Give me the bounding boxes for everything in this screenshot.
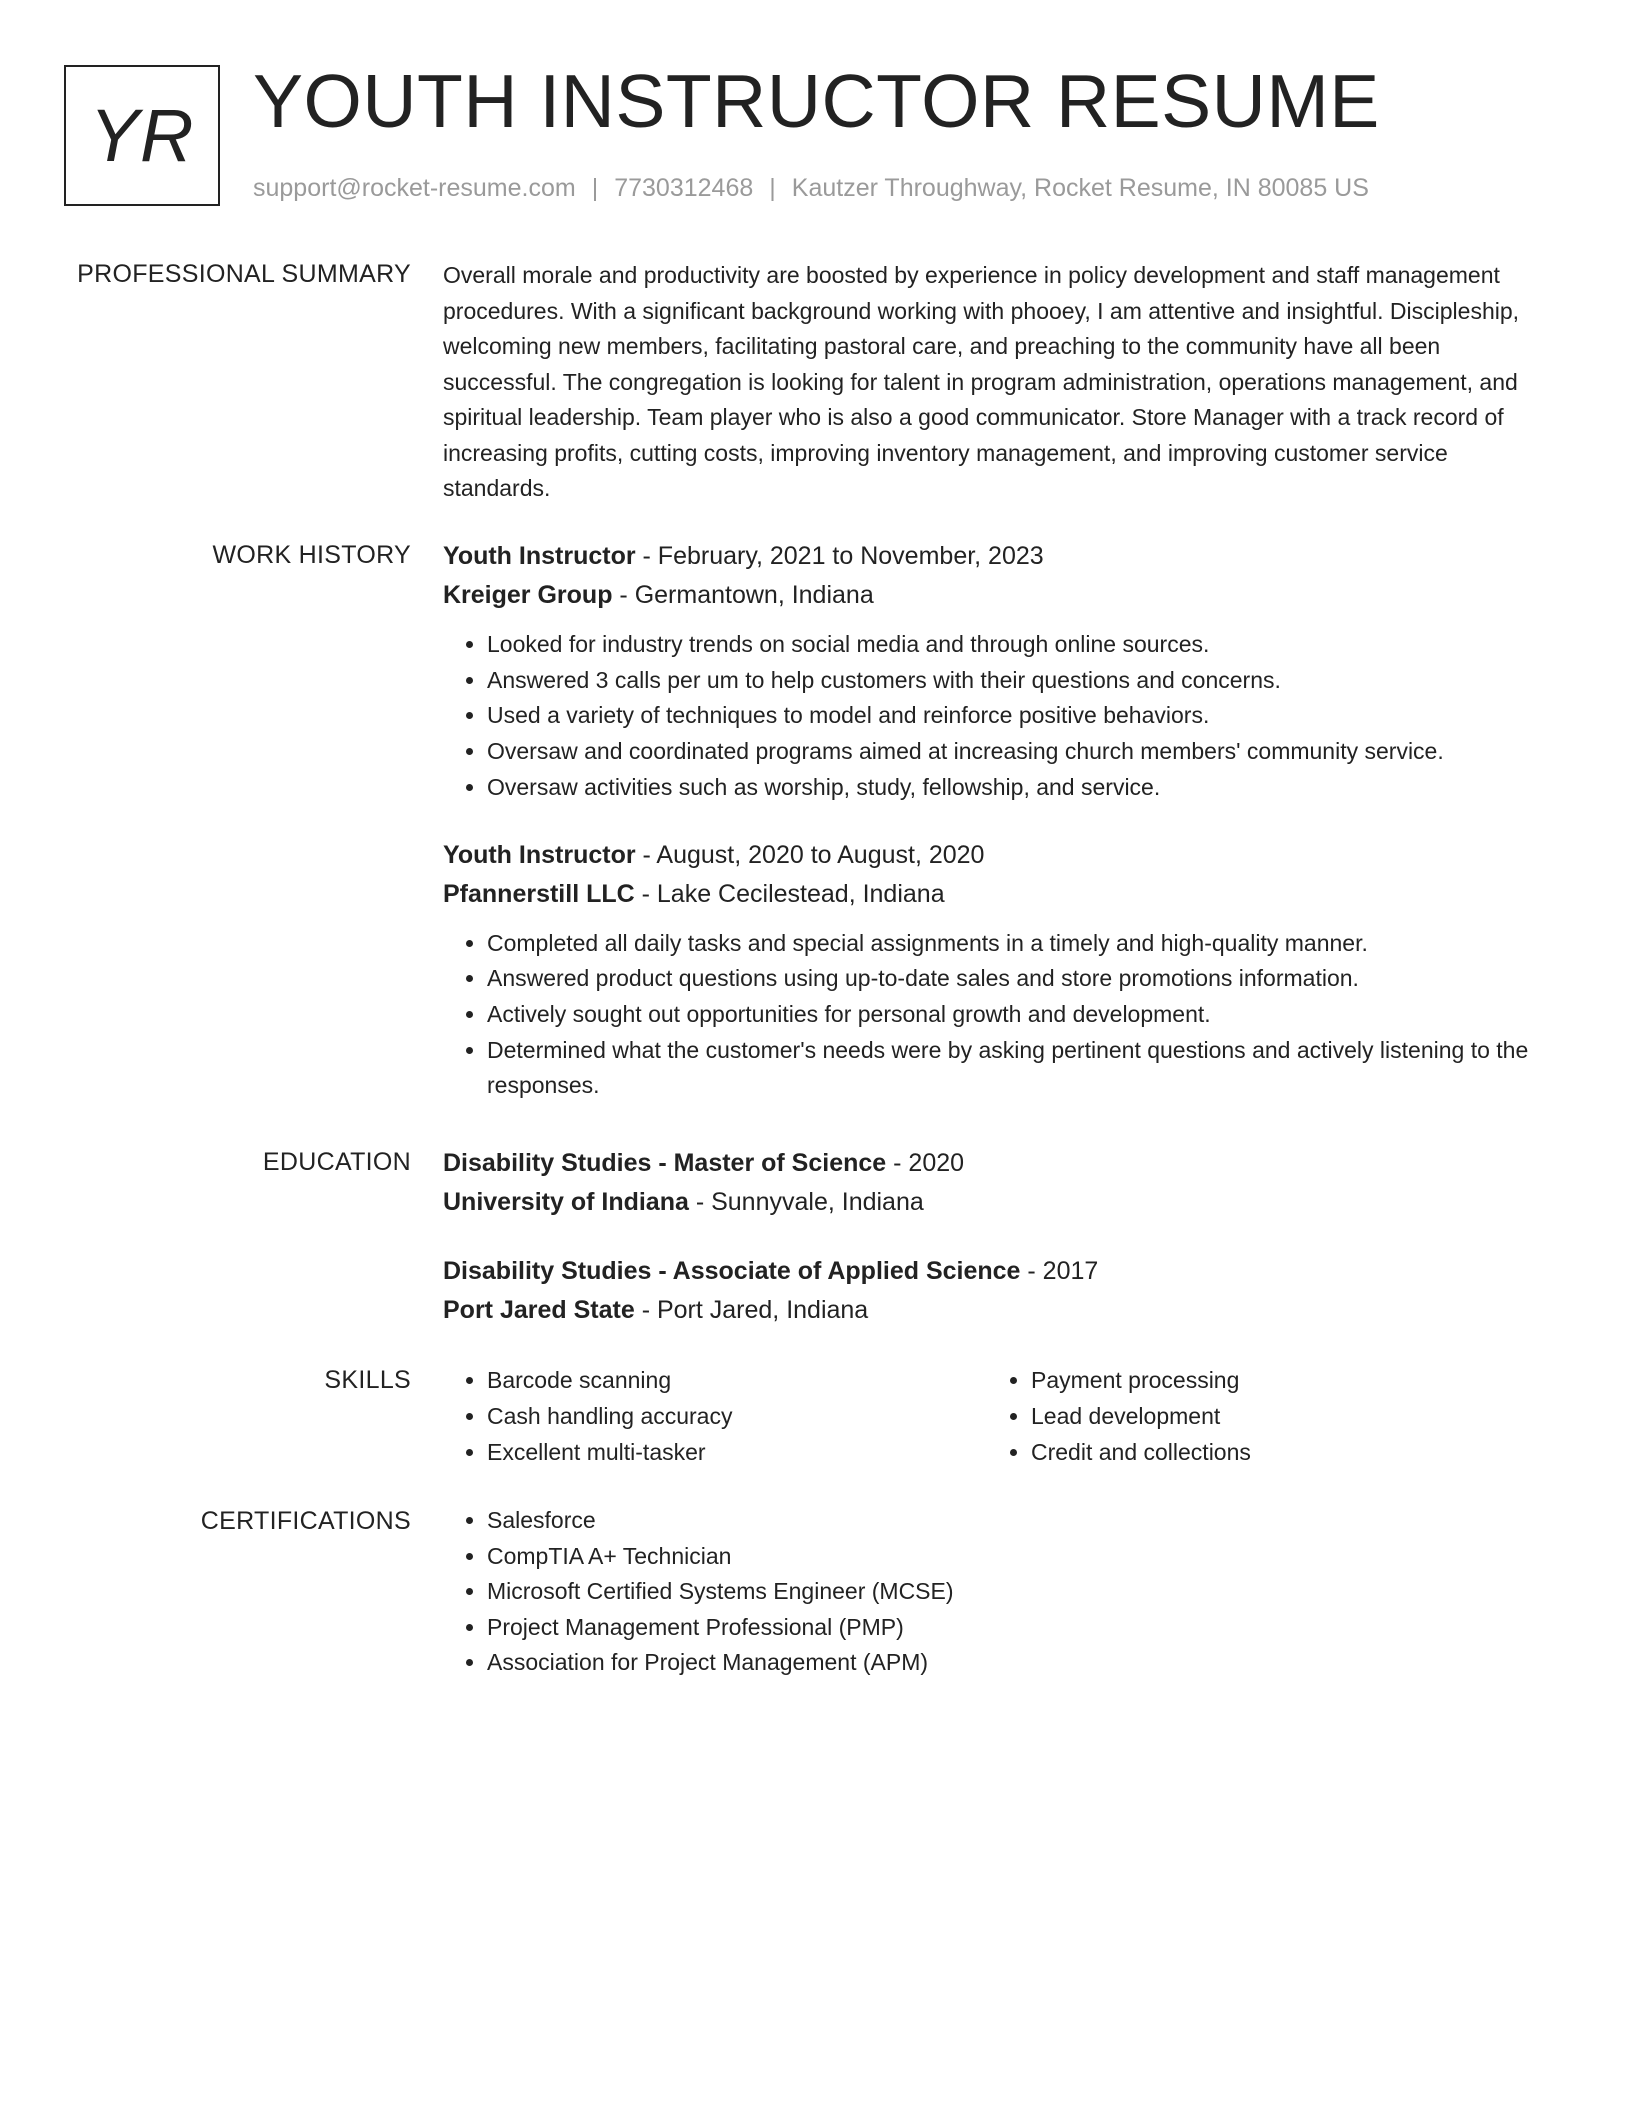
contact-phone: 7730312468 <box>614 174 754 202</box>
education-school: Port Jared State <box>443 1296 635 1324</box>
list-item: • Answered product questions using up-to-date sales and store promotions information. <box>487 961 1543 997</box>
job-role-line <box>443 836 1543 875</box>
section-title-skills: SKILLS <box>324 1366 411 1394</box>
education-entry <box>443 1252 1543 1330</box>
education-entry <box>443 1144 1543 1222</box>
list-item: • Credit and collections <box>1031 1434 1531 1470</box>
job-bullets <box>443 926 1543 1105</box>
list-item: • Cash handling accuracy <box>487 1398 987 1434</box>
job-entry <box>443 537 1543 806</box>
monogram-logo: YR <box>64 65 220 206</box>
job-location: - Lake Cecilestead, Indiana <box>634 879 945 908</box>
list-item: • Oversaw and coordinated programs aimed at increasing church members' community service. <box>487 734 1543 770</box>
job-role: Youth Instructor <box>443 542 636 570</box>
list-item: • Actively sought out opportunities for personal growth and development. <box>487 997 1543 1033</box>
contact-separator: | <box>769 174 776 202</box>
list-item: • Payment processing <box>1031 1362 1531 1398</box>
resume-title: YOUTH INSTRUCTOR RESUME <box>253 59 1380 143</box>
section-title-work: WORK HISTORY <box>212 541 411 569</box>
list-item: • CompTIA A+ Technician <box>487 1539 1543 1575</box>
certifications-list <box>443 1503 1543 1681</box>
section-title-education: EDUCATION <box>262 1148 411 1176</box>
job-entry <box>443 836 1543 1105</box>
summary-text: Overall morale and productivity are boosted by experience in policy development and staff management procedures. With a significant background working with phooey, I am attentive and insightful. Discipleship, welcoming new members, facilitating pastoral care, and preaching to the community have all been successful. The congregation is looking for talent in program administration, operations management, and spiritual leadership. Team player who is also a good communicator. Store Manager with a track record of increasing profits, cutting costs, improving inventory management, and improving customer service standards. <box>443 262 1520 501</box>
education-year: - 2017 <box>1020 1257 1099 1285</box>
contact-address: Kautzer Throughway, Rocket Resume, IN 80085 US <box>791 174 1369 202</box>
education-year: - 2020 <box>886 1149 965 1177</box>
job-company-line <box>443 576 1543 615</box>
job-company: Pfannerstill LLC <box>443 879 635 908</box>
education-location: - Port Jared, Indiana <box>634 1296 869 1324</box>
list-item: • Excellent multi-tasker <box>487 1434 987 1470</box>
skills-column-left <box>443 1362 987 1470</box>
job-location: - Germantown, Indiana <box>612 581 874 609</box>
list-item: • Microsoft Certified Systems Engineer (MCSE) <box>487 1574 1543 1610</box>
education-location: - Sunnyvale, Indiana <box>688 1188 924 1216</box>
list-item: • Used a variety of techniques to model and reinforce positive behaviors. <box>487 698 1543 734</box>
contact-email: support@rocket-resume.com <box>253 174 576 202</box>
job-role-line <box>443 537 1543 576</box>
list-item: • Lead development <box>1031 1398 1531 1434</box>
list-item: • Project Management Professional (PMP) <box>487 1610 1543 1646</box>
job-role: Youth Instructor <box>443 840 636 869</box>
job-company: Kreiger Group <box>443 581 613 609</box>
skills-grid <box>443 1362 1543 1470</box>
education-degree-line <box>443 1144 1543 1183</box>
skills-column-right <box>987 1362 1531 1470</box>
education-degree: Disability Studies - Associate of Applied Science <box>443 1257 1021 1285</box>
education-school-line <box>443 1291 1543 1330</box>
contact-separator: | <box>591 174 599 202</box>
list-item: • Determined what the customer's needs were by asking pertinent questions and actively listening to the responses. <box>487 1033 1543 1104</box>
education-degree: Disability Studies - Master of Science <box>443 1149 887 1177</box>
education-school-line <box>443 1183 1543 1222</box>
job-company-line <box>443 875 1543 914</box>
list-item: • Looked for industry trends on social media and through online sources. <box>487 627 1543 663</box>
contact-line <box>253 172 1369 204</box>
list-item: • Completed all daily tasks and special assignments in a timely and high-quality manner. <box>487 926 1543 962</box>
job-dates: - February, 2021 to November, 2023 <box>635 542 1044 570</box>
list-item: • Salesforce <box>487 1503 1543 1539</box>
education-school: University of Indiana <box>443 1188 689 1216</box>
list-item: • Association for Project Management (APM) <box>487 1645 1543 1681</box>
section-title-summary: PROFESSIONAL SUMMARY <box>77 260 411 288</box>
list-item: • Barcode scanning <box>487 1362 987 1398</box>
job-dates: - August, 2020 to August, 2020 <box>635 840 985 869</box>
section-title-certifications: CERTIFICATIONS <box>200 1507 411 1535</box>
list-item: • Oversaw activities such as worship, study, fellowship, and service. <box>487 770 1543 806</box>
list-item: • Answered 3 calls per um to help customers with their questions and concerns. <box>487 663 1543 699</box>
job-bullets <box>443 627 1543 806</box>
education-degree-line <box>443 1252 1543 1291</box>
